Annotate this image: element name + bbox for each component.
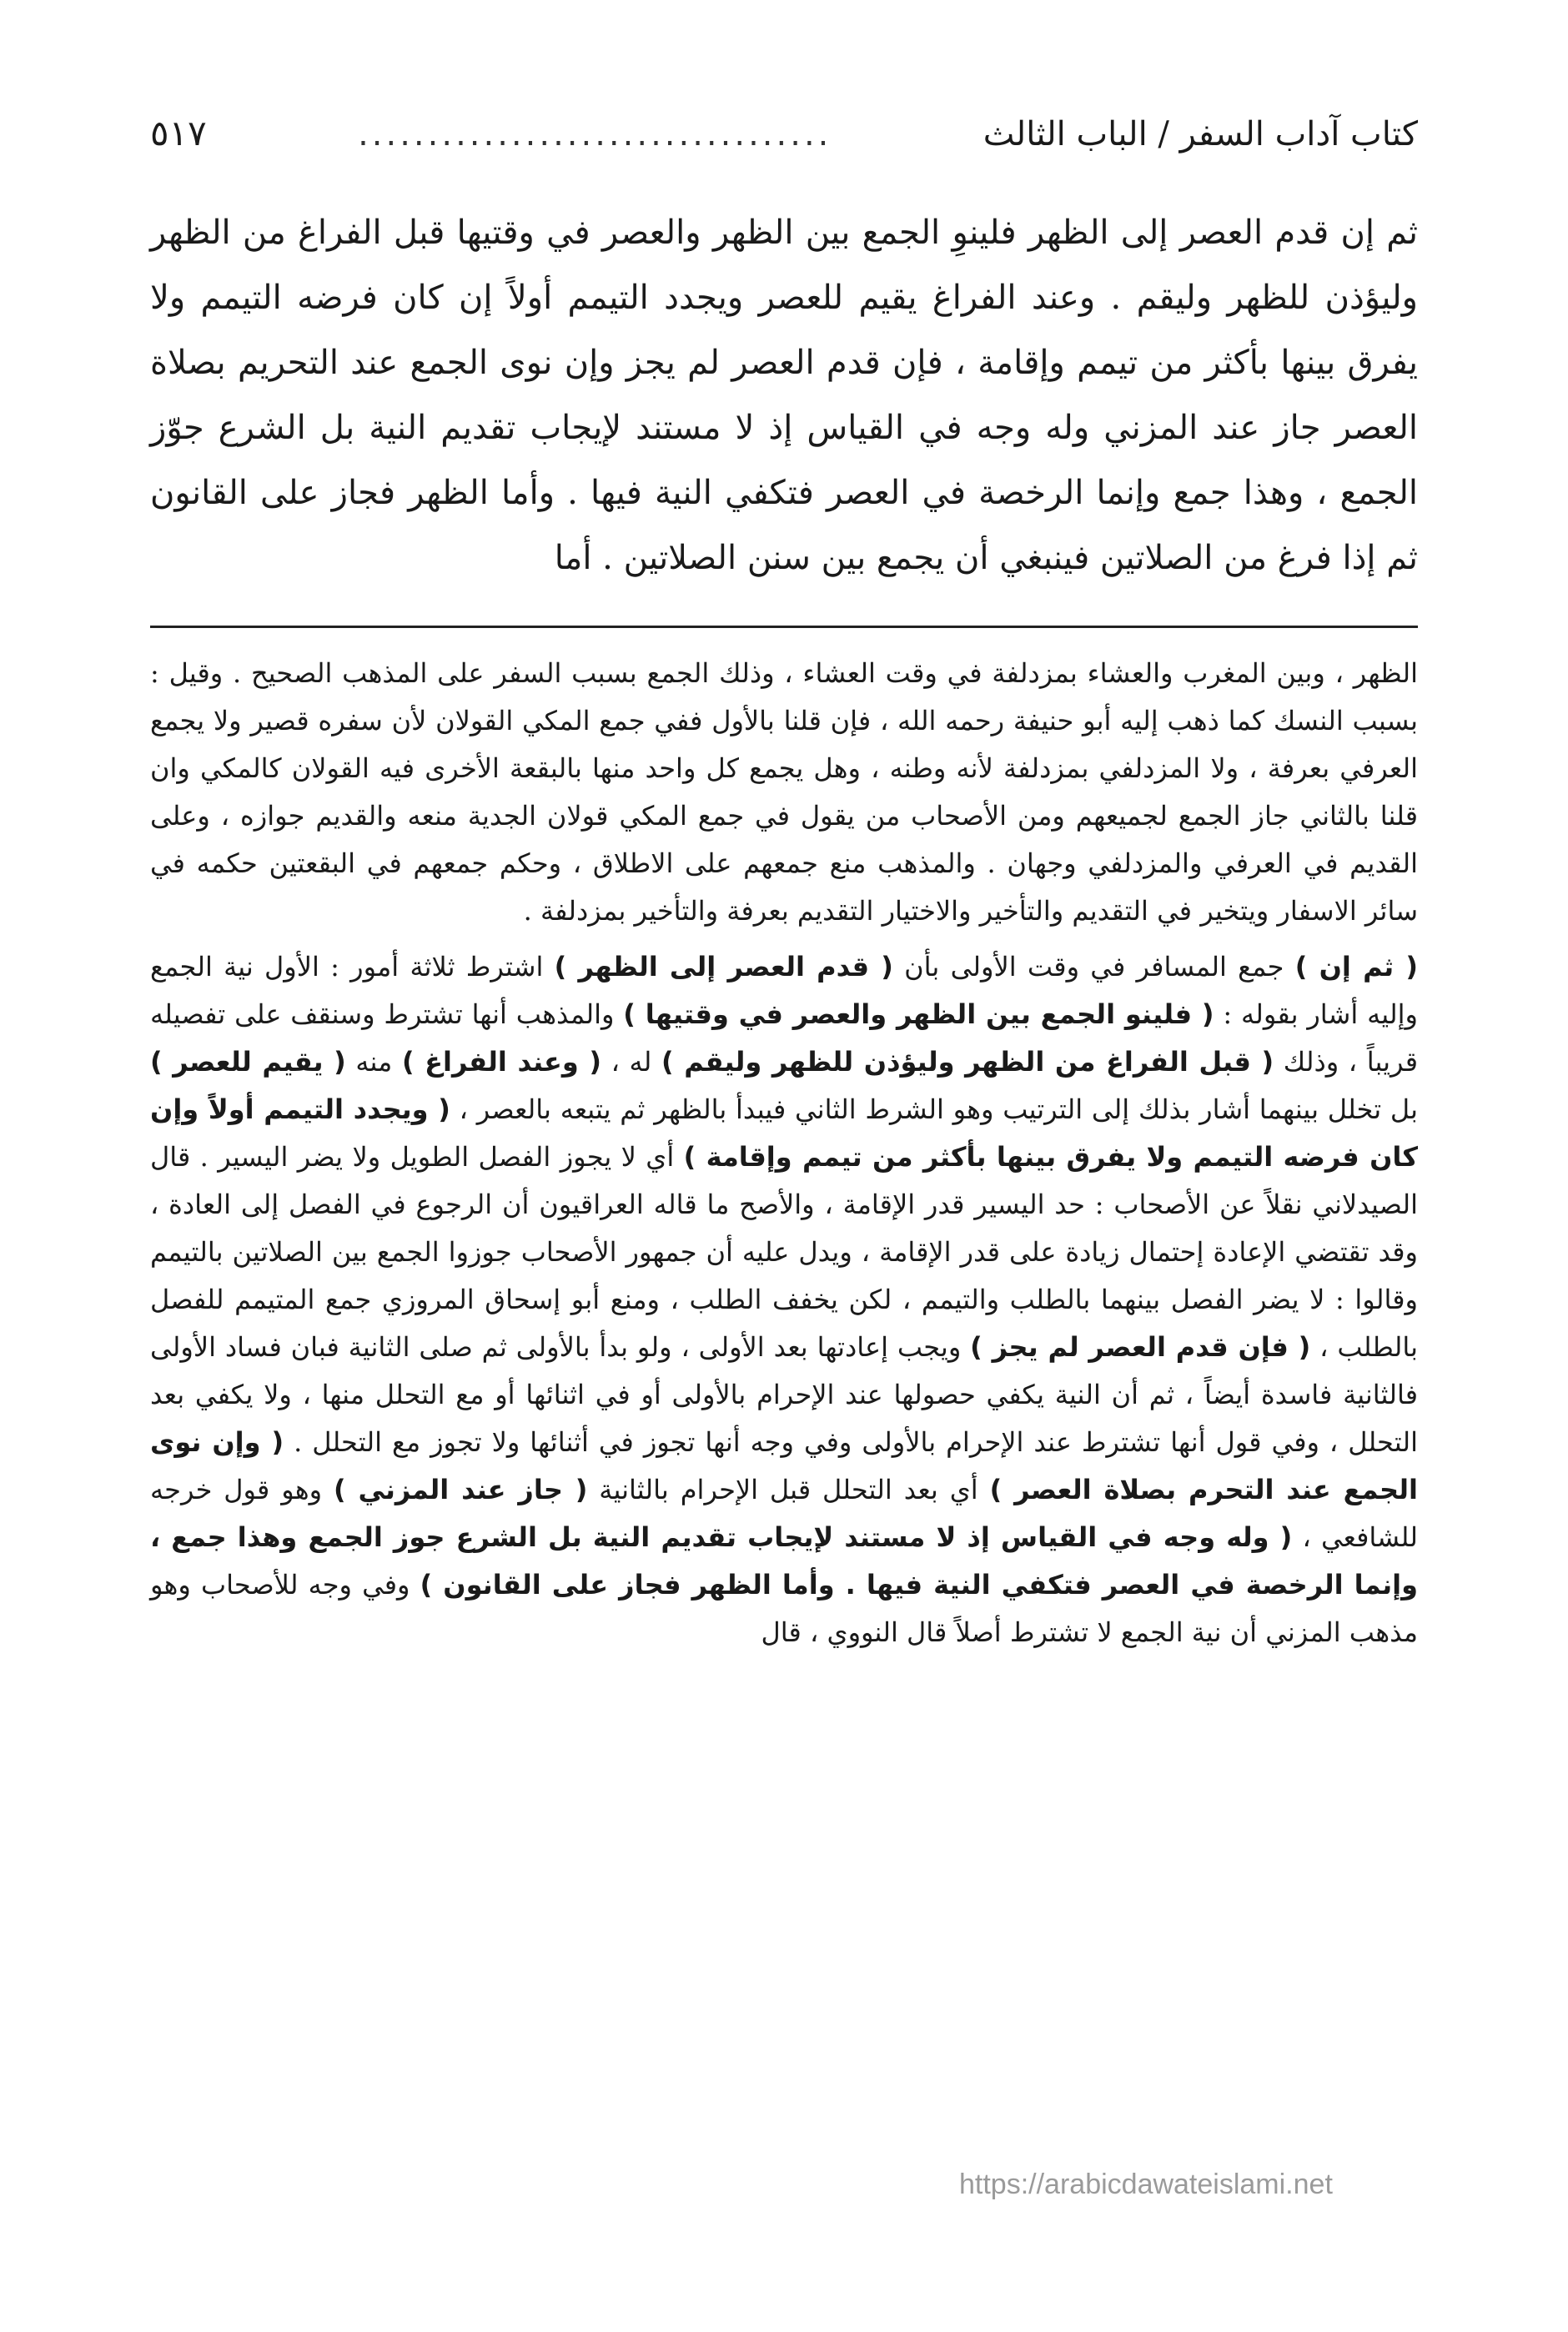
commentary-text: منه	[345, 1046, 402, 1078]
commentary-block	[150, 650, 1418, 1656]
quoted-phrase: ( قبل الفراغ من الظهر وليؤذن للظهر وليقم )	[661, 1046, 1274, 1078]
source-watermark: https://arabicdawateislami.net	[959, 2169, 1333, 2200]
quoted-phrase: ( وعند الفراغ )	[401, 1046, 601, 1078]
quoted-phrase: ( قدم العصر إلى الظهر )	[554, 951, 893, 983]
commentary-text: وهو قول خرجه للشافعي ،	[150, 1474, 1419, 1553]
quoted-phrase: ( فلينو الجمع بين الظهر والعصر في وقتيها )	[623, 998, 1214, 1030]
quoted-phrase: ( فإن قدم العصر لم يجز )	[970, 1331, 1311, 1363]
commentary-text: بل تخلل بينهما أشار بذلك إلى الترتيب وهو الشرط الثاني فيبدأ بالظهر ثم يتبعه بالعصر ،	[450, 1093, 1419, 1125]
commentary-text: أي لا يجوز الفصل الطويل ولا يضر اليسير . قال الصيدلاني نقلاً عن الأصحاب : حد اليسير قدر الإقامة ، والأصح ما قاله العراقيون أن الرجوع في الفصل إلى العادة ، وقد تقتضي الإعادة إحتمال زيادة على قدر الإقامة ، ويدل عليه أن جمهور الأصحاب جوزوا الجمع بين الصلاتين بالتيمم وقالوا : لا يضر الفصل بينهما بالطلب والتيمم ، لكن يخفف الطلب ، ومنع أبو إسحاق المروزي جمع المتيمم للفصل بالطلب ،	[150, 1141, 1419, 1363]
quoted-phrase: ( ثم إن )	[1294, 951, 1419, 983]
commentary-text: وفي وجه للأصحاب وهو مذهب المزني أن نية الجمع لا تشترط أصلاً قال النووي ، قال	[150, 1569, 1418, 1648]
commentary-text: اشترط ثلاثة أمور : الأول نية الجمع وإليه أشار بقوله :	[150, 951, 1419, 1030]
quoted-phrase: ( ويجدد التيمم أولاً وإن كان فرضه التيمم ولا يفرق بينها بأكثر من تيمم وإقامة )	[150, 1093, 1419, 1173]
commentary-paragraph-2	[150, 943, 1418, 1656]
commentary-text: له ،	[601, 1046, 662, 1078]
separator-rule	[150, 626, 1418, 628]
book-page	[150, 100, 1418, 2235]
page-number: ٥١٧	[150, 113, 207, 153]
commentary-text: أي بعد التحلل قبل الإحرام بالثانية	[587, 1474, 990, 1505]
chapter-title: كتاب آداب السفر / الباب الثالث	[983, 115, 1418, 153]
commentary-text: ويجب إعادتها بعد الأولى ، ولو بدأ بالأولى ثم صلى الثانية فبان فساد الأولى فالثانية فاسدة أيضاً ، ثم أن النية يكفي حصولها عند الإحرام بالأولى أو في اثنائها أو مع التحلل منها ، ولا يكفي بعد التحلل ، وفي قول أنها تشترط عند الإحرام بالأولى وفي وجه أنها تجوز في أثنائها ولا تجوز مع التحلل .	[150, 1331, 1419, 1458]
quoted-phrase: ( جاز عند المزني )	[334, 1474, 588, 1505]
quoted-phrase: ( يقيم للعصر )	[150, 1046, 346, 1078]
quoted-phrase: ( وإن نوى الجمع عند التحرم بصلاة العصر )	[150, 1426, 1419, 1505]
commentary-text: جمع المسافر في وقت الأولى بأن	[892, 951, 1295, 983]
running-header	[150, 100, 1418, 167]
leader-dots: ..................................	[358, 115, 832, 153]
main-paragraph: ثم إن قدم العصر إلى الظهر فلينوِ الجمع بين الظهر والعصر في وقتيها قبل الفراغ من الظهر وليؤذن للظهر وليقم . وعند الفراغ يقيم للعصر ويجدد التيمم أولاً إن كان فرضه التيمم ولا يفرق بينها بأكثر من تيمم وإقامة ، فإن قدم العصر لم يجز وإن نوى الجمع عند التحريم بصلاة العصر جاز عند المزني وله وجه في القياس إذ لا مستند لإيجاب تقديم النية بل الشرع جوّز الجمع ، وهذا جمع وإنما الرخصة في العصر فتكفي النية فيها . وأما الظهر فجاز على القانون ثم إذا فرغ من الصلاتين فينبغي أن يجمع بين سنن الصلاتين . أما	[150, 214, 1418, 577]
commentary-paragraph-1: الظهر ، وبين المغرب والعشاء بمزدلفة في وقت العشاء ، وذلك الجمع بسبب السفر على المذهب الصحيح . وقيل : بسبب النسك كما ذهب إليه أبو حنيفة رحمه الله ، فإن قلنا بالأول ففي جمع المكي القولان لأن سفره قصير ولا يجمع العرفي بعرفة ، ولا المزدلفي بمزدلفة لأنه وطنه ، وهل يجمع كل واحد منها بالبقعة الأخرى فيه القولان كالمكي وان قلنا بالثاني جاز الجمع لجميعهم ومن الأصحاب من يقول في جمع المكي قولان الجدية منعه والقديم جوازه ، وعلى القديم في العرفي والمزدلفي وجهان . والمذهب منع جمعهم على الاطلاق ، وحكم جمعهم في البقعتين حكمه في سائر الاسفار ويتخير في التقديم والتأخير والاختيار التقديم بعرفة والتأخير بمزدلفة .	[150, 657, 1419, 927]
main-text	[150, 200, 1418, 591]
quoted-phrase: ( وله وجه في القياس إذ لا مستند لإيجاب تقديم النية بل الشرع جوز الجمع وهذا جمع ، وإنما الرخصة في العصر فتكفي النية فيها . وأما الظهر فجاز على القانون )	[150, 1521, 1419, 1601]
commentary-text: والمذهب أنها تشترط وسنقف على تفصيله قريباً ، وذلك	[150, 998, 1419, 1078]
